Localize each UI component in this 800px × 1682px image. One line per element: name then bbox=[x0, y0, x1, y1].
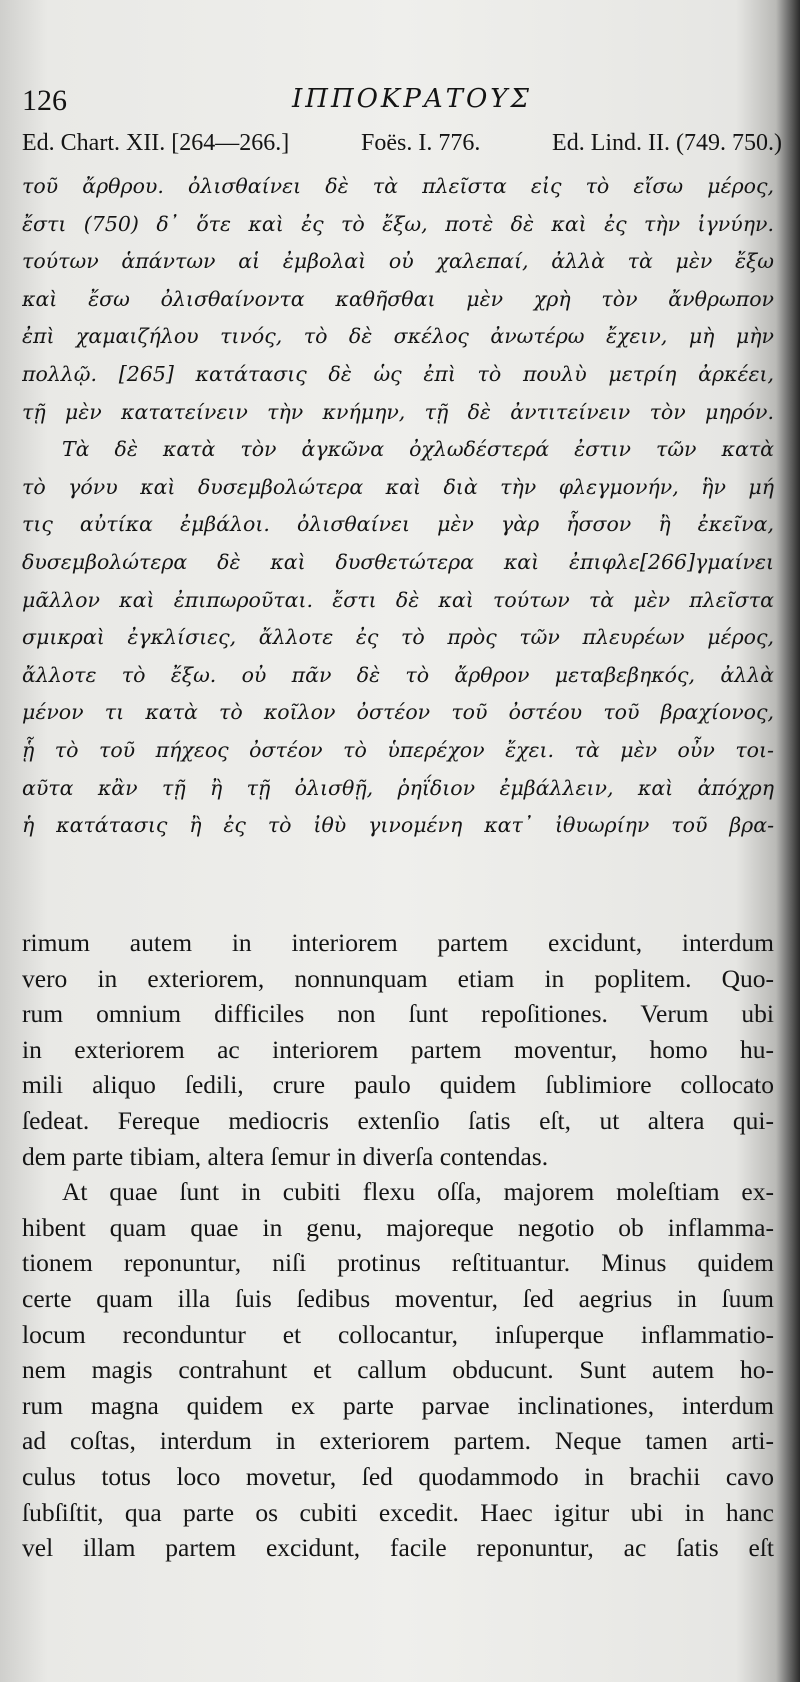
latin-line: dem parte tibiam, altera ſemur in diverſa contendas. bbox=[22, 1141, 549, 1171]
linden-reference: Ed. Lind. II. (749. 750.) bbox=[552, 130, 782, 156]
greek-line: αῦτα κἂν τῇ ἢ τῇ ὀλισθῇ, ῥηΐδιον ἐμβάλλειν, καὶ ἀπόχρη bbox=[22, 775, 774, 800]
foes-reference: Foës. I. 776. bbox=[360, 130, 481, 156]
greek-line: Τὰ δὲ κατὰ τὸν ἀγκῶνα ὀχλωδέστερά ἐστιν τῶν κατὰ bbox=[62, 437, 774, 462]
greek-line: καὶ ἔσω ὀλισθαίνοντα καθῆσθαι μὲν χρὴ τὸν ἄνθρωπον bbox=[22, 286, 774, 311]
latin-line: certe quam illa ſuis ſedibus moventur, ſed aegrius in ſuum bbox=[22, 1283, 774, 1313]
greek-line: ἔστι (750) δ᾽ ὅτε καὶ ἐς τὸ ἔξω, ποτὲ δὲ καὶ ἐς τὴν ἰγνύην. bbox=[22, 211, 774, 236]
greek-text-block bbox=[22, 168, 774, 845]
latin-text-block bbox=[22, 925, 774, 1566]
greek-line: ἡ κατάτασις ἢ ἐς τὸ ἰθὺ γινομένη κατ᾽ ἰθυωρίην τοῦ βρα- bbox=[22, 813, 774, 838]
greek-line: μᾶλλον καὶ ἐπιπωροῦται. ἔστι δὲ καὶ τούτων τὰ μὲν πλεῖστα bbox=[22, 587, 774, 612]
greek-line: ἄλλοτε τὸ ἔξω. οὐ πᾶν δὲ τὸ ἄρθρον μεταβεβηκός, ἀλλὰ bbox=[22, 662, 774, 687]
latin-line: in exteriorem ac interiorem partem moventur, homo hu- bbox=[22, 1034, 774, 1064]
greek-line: πολλῷ. [265] κατάτασις δὲ ὡς ἐπὶ τὸ πουλὺ μετρίη ἀρκέει, bbox=[22, 361, 774, 386]
chartier-reference: Ed. Chart. XII. [264—266.] bbox=[22, 130, 290, 156]
latin-line: rum magna quidem ex parte parvae inclinationes, interdum bbox=[22, 1390, 774, 1420]
latin-line: ſedeat. Fereque mediocris extenſio ſatis eſt, ut altera qui- bbox=[22, 1105, 774, 1135]
latin-line: mili aliquo ſedili, crure paulo quidem ſublimiore collocato bbox=[22, 1070, 774, 1100]
greek-line: τις αὐτίκα ἐμβάλοι. ὀλισθαίνει μὲν γὰρ ἧσσον ἢ ἐκεῖνα, bbox=[22, 512, 774, 537]
page-number: 126 bbox=[22, 84, 67, 117]
latin-line: nem magis contrahunt et callum obducunt. Sunt autem ho- bbox=[22, 1355, 774, 1385]
greek-line: δυσεμβολώτερα δὲ καὶ δυσθετώτερα καὶ ἐπιφλε[266]γμαίνει bbox=[22, 549, 774, 574]
page-header bbox=[22, 80, 762, 120]
latin-line: rum omnium difficiles non ſunt repoſitiones. Verum ubi bbox=[22, 999, 774, 1029]
greek-line: τῇ μὲν κατατείνειν τὴν κνήμην, τῇ δὲ ἀντιτείνειν τὸν μηρόν. bbox=[22, 399, 774, 424]
greek-line: σμικραὶ ἐγκλίσιες, ἄλλοτε ἐς τὸ πρὸς τῶν πλευρέων μέρος, bbox=[22, 625, 774, 650]
edition-references bbox=[22, 130, 782, 157]
running-title: ΙΠΠΟΚΡΑΤΟΥΣ bbox=[292, 84, 532, 114]
latin-line: rimum autem in interiorem partem excidunt, interdum bbox=[22, 928, 774, 957]
latin-line: ad coſtas, interdum in exteriorem partem. Neque tamen arti- bbox=[22, 1426, 774, 1456]
greek-line: τοῦ ἄρθρου. ὀλισθαίνει δὲ τὰ πλεῖστα εἰς τὸ εἴσω μέρος, bbox=[22, 174, 774, 198]
latin-line: hibent quam quae in genu, majoreque negotio ob inflamma- bbox=[22, 1212, 774, 1242]
greek-line: τούτων ἁπάντων αἱ ἐμβολαὶ οὐ χαλεπαί, ἀλλὰ τὰ μὲν ἔξω bbox=[22, 249, 774, 274]
greek-line: ᾗ τὸ τοῦ πήχεος ὀστέον τὸ ὑπερέχον ἔχει. τὰ μὲν οὖν τοι- bbox=[22, 737, 774, 762]
latin-line: At quae ſunt in cubiti flexu oſſa, majorem moleſtiam ex- bbox=[62, 1177, 774, 1207]
greek-line: μένον τι κατὰ τὸ κοῖλον ὀστέον τοῦ ὀστέου τοῦ βραχίονος, bbox=[22, 700, 774, 725]
greek-line: τὸ γόνυ καὶ δυσεμβολώτερα καὶ διὰ τὴν φλεγμονήν, ἣν μή bbox=[22, 474, 774, 499]
latin-line: culus totus loco movetur, ſed quodammodo in brachii cavo bbox=[22, 1461, 774, 1491]
greek-line: ἐπὶ χαμαιζήλου τινός, τὸ δὲ σκέλος ἀνωτέρω ἔχειν, μὴ μὴν bbox=[22, 324, 774, 349]
latin-line: vero in exteriorem, nonnunquam etiam in poplitem. Quo- bbox=[22, 963, 774, 993]
latin-line: ſubſiſtit, qua parte os cubiti excedit. Haec igitur ubi in hanc bbox=[22, 1497, 774, 1527]
latin-line: vel illam partem excidunt, facile reponuntur, ac ſatis eſt bbox=[22, 1533, 774, 1563]
latin-line: locum reconduntur et collocantur, inſuperque inflammatio- bbox=[22, 1319, 774, 1349]
latin-line: tionem reponuntur, niſi protinus reſtituantur. Minus quidem bbox=[22, 1248, 774, 1278]
